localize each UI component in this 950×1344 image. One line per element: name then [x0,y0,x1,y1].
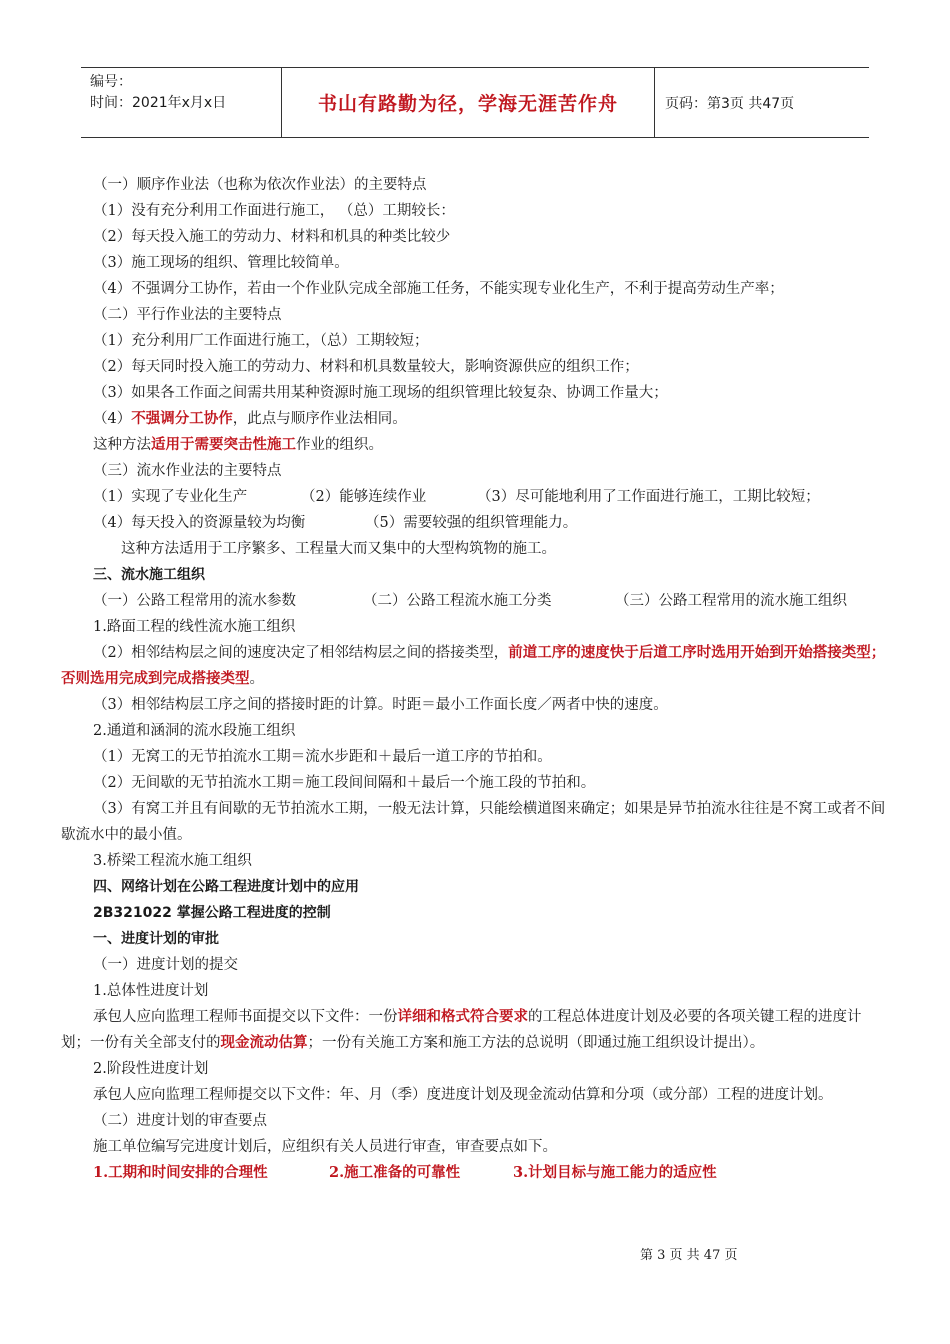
text-span: （三）公路工程常用的流水施工组织 [615,593,847,609]
header-motto: 书山有路勤为径，学海无涯苦作舟 [317,93,618,115]
paragraph-line [61,484,890,510]
highlight-text: 详细和格式符合要求 [397,1008,528,1025]
header-motto-cell [282,68,655,137]
paragraph-line [61,588,890,614]
heading-progress-control: 2B321022 掌握公路工程进度的控制 [93,905,331,921]
header-page-info: 页码：第3页 共47页 [665,95,795,112]
text-span: （2）相邻结构层之间的速度决定了相邻结构层之间的搭接类型， [93,645,509,661]
paragraph-line: （1）无窝工的无节拍流水工期＝流水步距和＋最后一道工序的节拍和。 [93,749,552,765]
highlight-text: 1.工期和时间安排的合理性 [93,1164,268,1181]
text-span: （3）尽可能地利用了工作面进行施工，工期比较短； [477,489,820,505]
text-span: （5）需要较强的组织管理能力。 [365,515,578,531]
text-span: 承包人应向监理工程师书面提交以下文件：一份 [93,1009,398,1025]
paragraph-line: （2）无间歇的无节拍流水工期＝施工段间间隔和＋最后一个施工段的节拍和。 [93,775,596,791]
highlight-text: 适用于需要突击性施工 [151,436,296,453]
text-span: （4） [93,411,132,427]
doc-number-label: 编号： [90,74,132,90]
paragraph-line: 这种方法适用于工序繁多、工程量大而又集中的大型构筑物的施工。 [121,541,556,557]
paragraph-line: 2.通道和涵洞的流水段施工组织 [93,723,296,739]
text-span: （2）能够连续作业 [301,489,427,505]
highlight-text: 现金流动估算 [220,1034,308,1051]
paragraph-line: （3）相邻结构层工序之间的搭接时距的计算。时距＝最小工作面长度／两者中快的速度。 [93,697,668,713]
section-heading-flow: （三）流水作业法的主要特点 [93,463,282,479]
header-meta [81,68,282,137]
highlight-text: 不强调分工协作 [131,410,233,427]
paragraph-line: （2）每天投入施工的劳动力、材料和机具的种类比较少 [93,229,451,245]
paragraph-line: （二）进度计划的审查要点 [93,1113,267,1129]
paragraph-block [61,1004,890,1056]
text-span: （4）每天投入的资源量较为均衡 [93,515,306,531]
paragraph-line: 3.桥梁工程流水施工组织 [93,853,252,869]
section-heading-parallel: （二）平行作业法的主要特点 [93,307,282,323]
paragraph-line: 1.总体性进度计划 [93,983,209,999]
heading-plan-approval: 一、进度计划的审批 [93,931,219,947]
paragraph-block: （3）有窝工并且有间歇的无节拍流水工期，一般无法计算，只能绘横道图来确定；如果是异节拍流水往往是不窝工或者不间歇流水中的最小值。 [61,801,886,843]
paragraph-line: 2.阶段性进度计划 [93,1061,209,1077]
text-span: 。 [249,671,264,687]
page-header [81,67,869,138]
text-span: （二）公路工程流水施工分类 [363,593,552,609]
text-span: 这种方法 [93,437,151,453]
document-body [61,172,890,1186]
review-points-line [61,1160,890,1186]
paragraph-line: （一）进度计划的提交 [93,957,238,973]
paragraph-line: （4）不强调分工协作，若由一个作业队完成全部施工任务，不能实现专业化生产，不利于提高劳动生产率； [93,281,784,297]
page-footer: 第 3 页 共 47 页 [640,1248,738,1263]
paragraph-line: （3）如果各工作面之间需共用某种资源时施工现场的组织管理比较复杂、协调工作量大； [93,385,668,401]
heading-network-plan: 四、网络计划在公路工程进度计划中的应用 [93,879,359,895]
heading-flow-organization: 三、流水施工组织 [93,567,205,583]
text-span: ；一份有关施工方案和施工方法的总说明（即通过施工组织设计提出）。 [307,1035,765,1051]
paragraph-line: 1.路面工程的线性流水施工组织 [93,619,296,635]
section-heading-sequential: （一）顺序作业法（也称为依次作业法）的主要特点 [93,177,427,193]
text-span: ，此点与顺序作业法相同。 [232,411,407,427]
paragraph-line: （1）没有充分利用工作面进行施工， （总）工期较长： [93,203,455,219]
text-span: 作业的组织。 [296,437,383,453]
paragraph-block: 承包人应向监理工程师提交以下文件：年、月（季）度进度计划及现金流动估算和分项（或分部）工程的进度计划。 [93,1087,833,1103]
highlight-text: 前道工序的速度快于后道工序时选用开始到开始搭接类型；否则选用完成到完成搭接类型 [61,644,886,687]
paragraph-line [61,432,890,458]
text-span: （1）实现了专业化生产 [93,489,248,505]
text-span: （一）公路工程常用的流水参数 [93,593,296,609]
paragraph-line: 施工单位编写完进度计划后，应组织有关人员进行审查，审查要点如下。 [93,1139,557,1155]
paragraph-line: （2）每天同时投入施工的劳动力、材料和机具数量较大，影响资源供应的组织工作； [93,359,639,375]
paragraph-line [61,510,890,536]
text-span: 的工程总体进度计划及必要的各项关键工程的进度计划；一份有关全部支付的 [61,1009,862,1051]
paragraph-line [61,406,890,432]
paragraph-block [61,640,890,692]
highlight-text: 2.施工准备的可靠性 [329,1164,461,1181]
doc-time-label: 时间：2021年x月x日 [90,95,227,111]
paragraph-line: （3）施工现场的组织、管理比较简单。 [93,255,349,271]
highlight-text: 3.计划目标与施工能力的适应性 [513,1164,717,1181]
paragraph-line: （1）充分利用厂工作面进行施工，（总）工期较短； [93,333,429,349]
